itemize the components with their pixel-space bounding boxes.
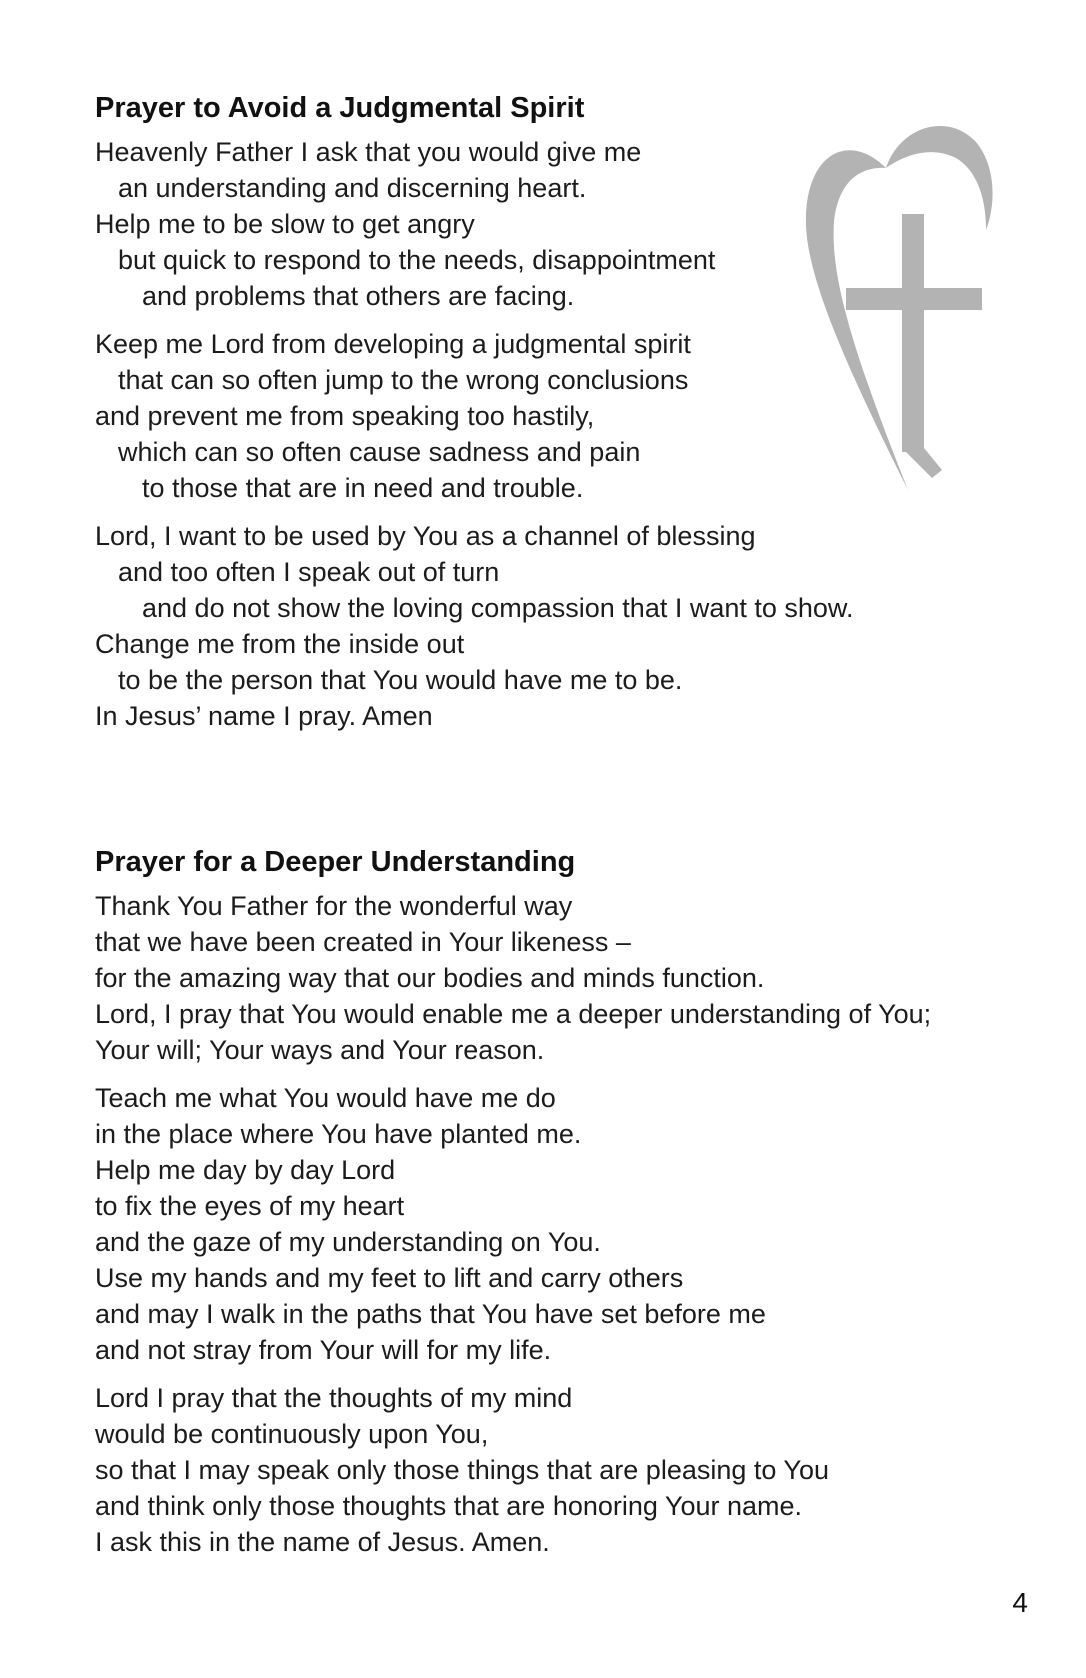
prayer-title: Prayer to Avoid a Judgmental Spirit (95, 92, 585, 124)
prayer-line: and problems that others are facing. (142, 281, 575, 311)
prayer-line: and too often I speak out of turn (118, 557, 500, 587)
prayer-line: and not stray from Your will for my life. (95, 1335, 552, 1365)
prayer-stanza (95, 518, 1055, 734)
cross-vertical-bar (902, 214, 924, 452)
cross-foot-sweep (902, 448, 942, 478)
prayer-line: Thank You Father for the wonderful way (95, 891, 573, 921)
prayer-line: for the amazing way that our bodies and minds function. (95, 963, 765, 993)
prayer-line: Teach me what You would have me do (95, 1083, 556, 1113)
prayer-stanza (95, 1380, 1055, 1560)
prayer-line: in the place where You have planted me. (95, 1119, 582, 1149)
prayer-line: that can so often jump to the wrong conclusions (118, 365, 689, 395)
page-number: 4 (1012, 1587, 1028, 1618)
prayer-line: an understanding and discerning heart. (118, 173, 587, 203)
heart-left-stroke (806, 150, 908, 490)
prayer-line: Lord, I pray that You would enable me a deeper understanding of You; (95, 999, 932, 1029)
prayer-line: to those that are in need and trouble. (142, 473, 584, 503)
prayer-line: Lord I pray that the thoughts of my mind (95, 1383, 573, 1413)
prayer-line: and the gaze of my understanding on You. (95, 1227, 601, 1257)
prayer-line: would be continuously upon You, (95, 1419, 489, 1449)
prayer-line: Lord, I want to be used by You as a channel of blessing (95, 521, 756, 551)
prayer-line: I ask this in the name of Jesus. Amen. (95, 1527, 550, 1557)
prayer-line: Change me from the inside out (95, 629, 465, 659)
cross-horizontal-bar (846, 288, 982, 310)
prayer-section-deeper-understanding (95, 842, 1055, 1572)
prayer-line: Heavenly Father I ask that you would give me (95, 137, 642, 167)
prayer-line: and prevent me from speaking too hastily, (95, 401, 595, 431)
prayer-line: that we have been created in Your likeness – (95, 927, 631, 957)
prayer-line: to be the person that You would have me to be. (118, 665, 683, 695)
prayer-line: Your will; Your ways and Your reason. (95, 1035, 545, 1065)
prayer-line: and do not show the loving compassion that I want to show. (142, 593, 854, 623)
prayer-line: Help me to be slow to get angry (95, 209, 475, 239)
prayer-line: Use my hands and my feet to lift and carry others (95, 1263, 684, 1293)
prayer-line: to fix the eyes of my heart (95, 1191, 405, 1221)
prayer-line: so that I may speak only those things that are pleasing to You (95, 1455, 829, 1485)
prayer-line: which can so often cause sadness and pain (118, 437, 641, 467)
prayer-line: and think only those thoughts that are honoring Your name. (95, 1491, 803, 1521)
prayer-line: Help me day by day Lord (95, 1155, 396, 1185)
prayer-line: In Jesus’ name I pray. Amen (95, 701, 433, 731)
prayer-line: Keep me Lord from developing a judgmental spirit (95, 329, 691, 359)
heart-right-stroke (886, 126, 993, 230)
prayer-line: and may I walk in the paths that You have set before me (95, 1299, 766, 1329)
prayer-line: but quick to respond to the needs, disappointment (118, 245, 716, 275)
prayer-stanza (95, 888, 1055, 1068)
prayer-stanza (95, 1080, 1055, 1368)
heart-cross-icon (800, 118, 1000, 510)
prayer-title: Prayer for a Deeper Understanding (95, 846, 576, 878)
